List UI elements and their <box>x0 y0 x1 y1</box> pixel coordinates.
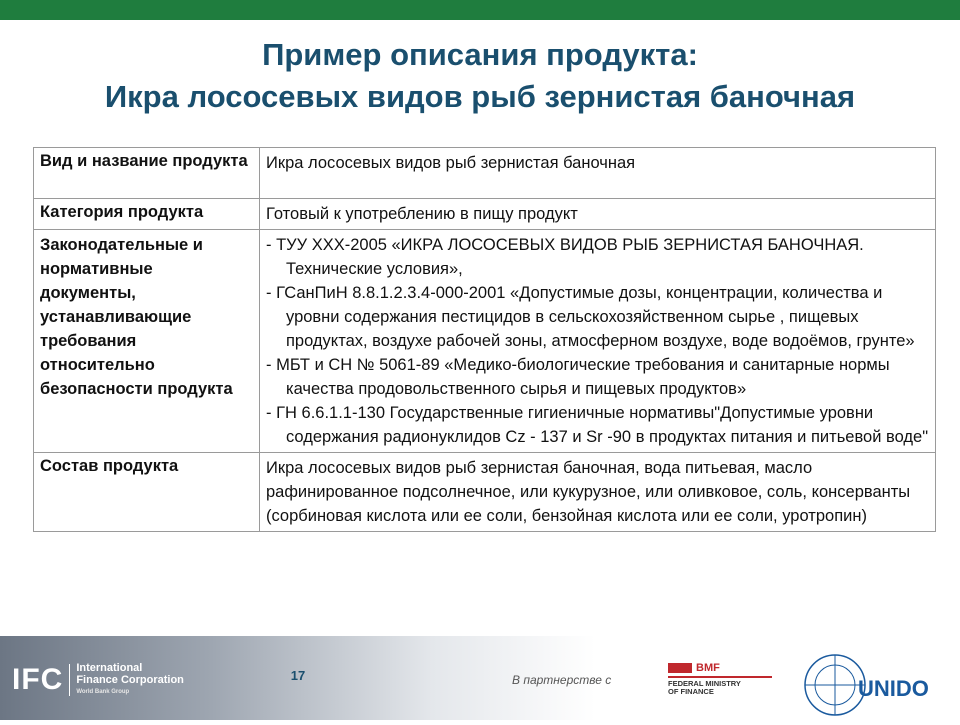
unido-logo <box>800 650 930 725</box>
page-number: 17 <box>290 668 306 683</box>
ifc-name-line1: International <box>76 662 143 674</box>
ifc-name-line2: Finance Corporation <box>76 674 184 686</box>
regulation-item: - ГН 6.6.1.1-130 Государственные гигиеничные нормативы"Допустимые уровни содержания радионуклидов Cz - 137 и Sr -90 в продуктах питания и питьевой воде" <box>266 404 929 446</box>
title-line-2: Икра лососевых видов рыб зернистая баночная <box>104 79 856 114</box>
eagle-icon <box>668 663 692 673</box>
bmf-divider <box>668 676 772 678</box>
regulation-item: - ГСанПиН 8.8.1.2.3.4-000-2001 «Допустимые дозы, концентрации, количества и уровни содержания пестицидов в сельскохозяйственном сырье , пищевых продуктах, воздухе рабочей зоны, атмосферном воздухе, воде водоёмов, грунте» <box>266 284 915 350</box>
ifc-logo-divider <box>69 664 70 696</box>
regulation-item: - ТУУ ХХХ-2005 «ИКРА ЛОСОСЕВЫХ ВИДОВ РЫБ ЗЕРНИСТАЯ БАНОЧНАЯ. Технические условия», <box>266 236 864 278</box>
un-globe-icon <box>800 650 930 720</box>
regulation-item: - МБТ и СН № 5061-89 «Медико-биологические требования и санитарные нормы качества продовольственного сырья и пищевых продуктов» <box>266 356 890 398</box>
row-value: Готовый к употреблению в пищу продукт <box>260 199 936 230</box>
row-label: Законодательные и нормативные документы, устанавливающие требования относительно безопасности продукта <box>34 230 260 453</box>
table-row <box>34 453 936 532</box>
bmf-line1: FEDERAL MINISTRY <box>668 679 741 688</box>
table-row <box>34 230 936 453</box>
row-value: Икра лососевых видов рыб зернистая баночная <box>260 148 936 199</box>
row-label: Категория продукта <box>34 199 260 230</box>
bmf-line2: OF FINANCE <box>668 687 714 696</box>
title-line-1: Пример описания продукта: <box>262 37 698 72</box>
ifc-logo-text <box>76 662 184 698</box>
ifc-subtitle: World Bank Group <box>76 689 130 695</box>
unido-wordmark: UNIDO <box>858 676 929 701</box>
table-row <box>34 199 936 230</box>
ifc-logo <box>12 662 184 698</box>
top-green-bar <box>0 0 960 20</box>
bmf-logo <box>668 662 772 696</box>
bmf-name: BMF <box>696 662 720 674</box>
ifc-logo-mark: IFC <box>12 663 64 696</box>
row-value: Икра лососевых видов рыб зернистая баночная, вода питьевая, масло рафинированное подсолнечное, или кукурузное, или оливковое, соль, консерванты (сорбиновая кислота или ее соли, бензойная кислота или ее соли, уротропин) <box>260 453 936 532</box>
row-label: Состав продукта <box>34 453 260 532</box>
product-description-table <box>33 147 936 532</box>
partner-label: В партнерстве с <box>512 673 612 687</box>
table-row <box>34 148 936 199</box>
row-value <box>260 230 936 453</box>
row-label: Вид и название продукта <box>34 148 260 199</box>
slide-title <box>0 34 960 118</box>
